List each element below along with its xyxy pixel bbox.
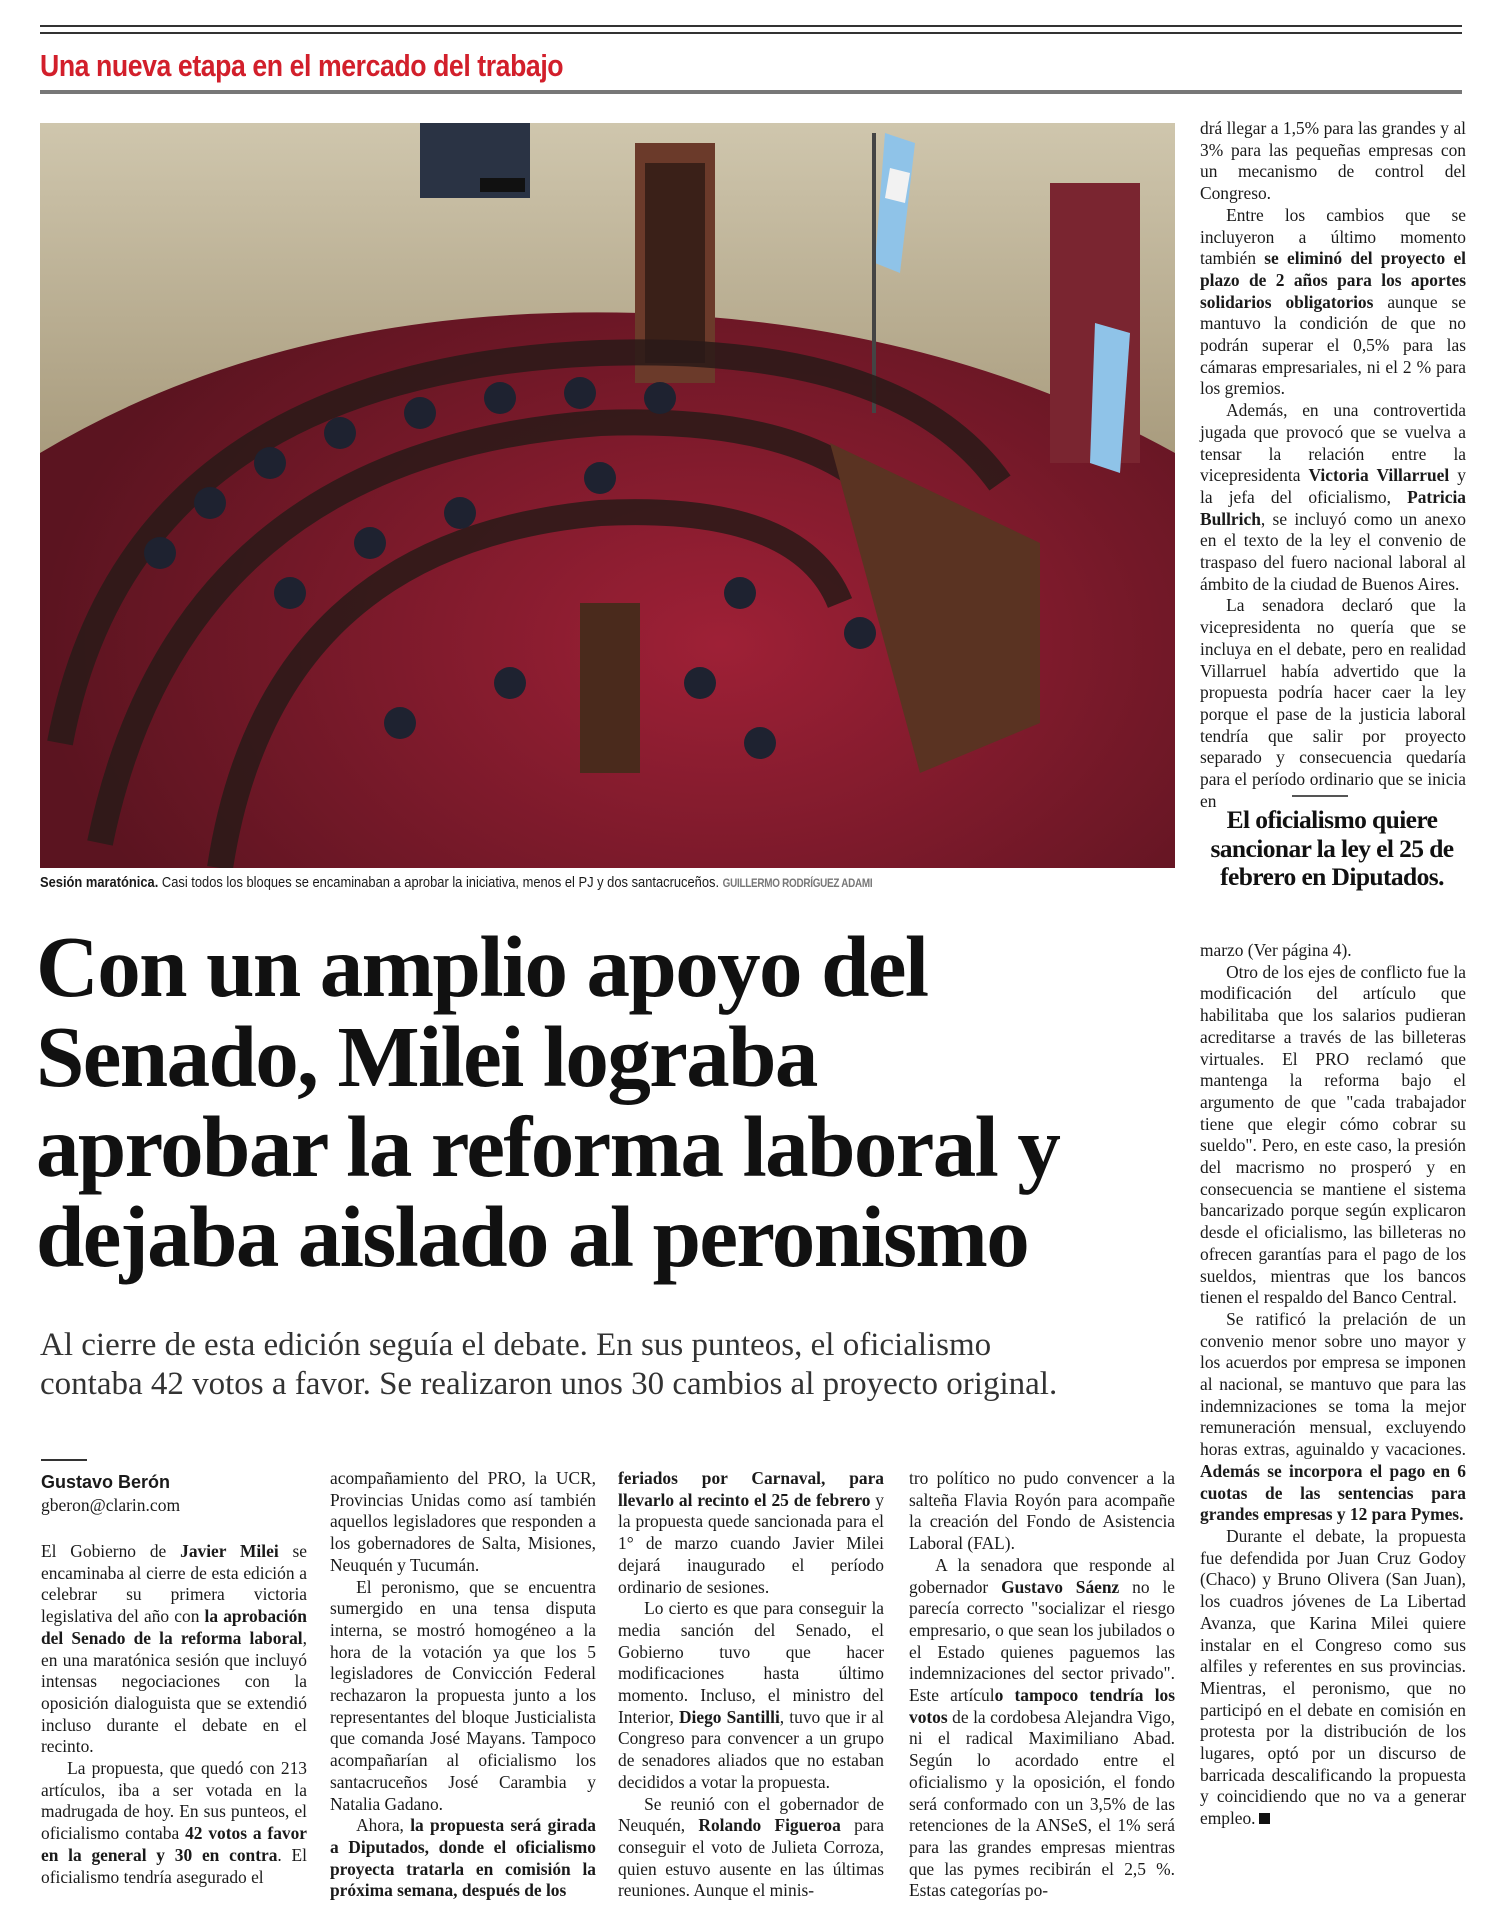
bold-text: Además se incorpora el pago en 6 cuotas de las sentencias para grandes empresas y 12 para Pymes. — [1200, 1460, 1466, 1525]
caption-text: Casi todos los bloques se encaminaban a aprobar la iniciativa, menos el PJ y dos santacruceños. — [158, 874, 720, 891]
article-paragraph — [1200, 595, 1466, 812]
article-paragraph — [1200, 400, 1466, 595]
headline — [36, 918, 1186, 1285]
body-text: , tuvo que ir al Congreso para convencer a un grupo de senadores aliados que no estaban decididos a votar la propuesta. — [618, 1706, 884, 1792]
headline-line: Con un amplio apoyo del — [36, 918, 928, 1015]
bold-text: feriados por Carnaval, para llevarlo al recinto el 25 de febrero — [618, 1468, 884, 1510]
body-text: y la jefa del oficialismo, — [1200, 465, 1467, 507]
bold-text: Gustavo Sáenz — [1001, 1576, 1120, 1597]
pull-quote: El oficialismo quiere sancionar la ley el 25 de febrero en Diputados. — [1210, 805, 1454, 891]
bold-text: o tampoco tendría los votos — [909, 1685, 1175, 1727]
article-paragraph — [1200, 205, 1466, 400]
body-text: . El oficialismo tendría asegurado el — [41, 1844, 308, 1887]
bold-text: Victoria Villarruel — [1308, 465, 1450, 486]
byline — [41, 1470, 180, 1516]
bold-text: la propuesta será girada a Diputados, donde el oficialismo proyecta tratarla en comisión la próxima semana, después de los — [330, 1815, 596, 1901]
top-rule — [40, 25, 1462, 27]
body-text: no le parecía correcto "socializar el riesgo empresario, o que sean los jubilados o el Estado quienes paguemos las indemnizaciones del sector privado". Este artícul — [909, 1576, 1176, 1706]
body-text: El Gobierno de — [41, 1541, 181, 1561]
headline-line: dejaba aislado al peronismo — [36, 1188, 1029, 1285]
body-text: , se incluyó como un anexo en el texto de la ley el convenio de traspaso del fuero nacional laboral al ámbito de la ciudad de Buenos Aires. — [1200, 508, 1466, 594]
body-text: La propuesta, que quedó con 213 artículos, iba a ser votada en la madrugada de hoy. En sus punteos, el oficialismo contaba — [41, 1758, 307, 1844]
article-paragraph — [330, 1468, 596, 1577]
article-paragraph — [330, 1815, 596, 1902]
body-text: Se ratificó la prelación de un convenio menor sobre uno mayor y los acuerdos por empresa se imponen al nacional, se mantuvo que para las indemnizaciones se toma la mejor remuneración mensual, excluyendo horas extras, aguinaldo y vacaciones. — [1200, 1308, 1466, 1460]
body-text: para conseguir el voto de Julieta Corroza, quien estuvo ausente en las últimas reuniones. Aunque el minis- — [618, 1815, 884, 1901]
article-paragraph — [909, 1468, 1175, 1555]
byline-rule — [41, 1459, 87, 1461]
body-text: Entre los cambios que se incluyeron a último momento también — [1200, 204, 1466, 269]
end-of-article-icon — [1259, 1813, 1270, 1824]
article-paragraph — [909, 1555, 1175, 1902]
article-paragraph — [618, 1468, 884, 1598]
body-text: Durante el debate, la propuesta fue defendida por Juan Cruz Godoy (Chaco) y Bruno Olivera (San Juan), los cuadros jóvenes de La Libertad Avanza, que Karina Milei quiere instalar en el Congreso como sus alfiles y referentes en sus provincias. Mientras, el peronismo, que no participó en el debate en comisión en protesta por la distribución de los lugares, optó por un discurso de barricada descalificando la propuesta y coincidiendo que no va a generar empleo. — [1200, 1525, 1466, 1829]
photo-caption — [40, 874, 1016, 891]
photo-credit: GUILLERMO RODRÍGUEZ ADAMI — [722, 878, 873, 890]
section-kicker: Una nueva etapa en el mercado del trabajo — [40, 48, 564, 83]
article-paragraph — [1200, 962, 1466, 1309]
article-paragraph — [1200, 1526, 1466, 1830]
bold-text: Diego Santilli — [678, 1706, 780, 1727]
bold-text: 42 votos a favor en la general y 30 en contra — [41, 1823, 307, 1865]
article-column-5-top — [1200, 118, 1466, 813]
article-column-4 — [909, 1468, 1175, 1902]
body-text: y la propuesta quede sancionada para el 1° de marzo cuando Javier Milei dejará inaugurado el período ordinario de sesiones. — [618, 1489, 885, 1597]
body-text: se encaminaba al cierre de esta edición a celebrar su primera victoria legislativa del año con — [41, 1541, 307, 1627]
article-paragraph — [1200, 118, 1466, 205]
article-column-3 — [618, 1468, 884, 1902]
author-email[interactable]: gberon@clarin.com — [41, 1495, 181, 1515]
article-paragraph — [41, 1541, 307, 1758]
body-text: A la senadora que responde al gobernador — [909, 1554, 1175, 1597]
caption-lead: Sesión maratónica. — [40, 874, 159, 891]
senate-chamber-image — [40, 123, 1175, 868]
bold-text: la aprobación del Senado de la reforma laboral — [41, 1606, 307, 1648]
article-paragraph — [41, 1758, 307, 1888]
article-paragraph — [1200, 1309, 1466, 1526]
subhead-line: contaba 42 votos a favor. Se realizaron unos 30 cambios al proyecto original. — [40, 1366, 1058, 1402]
body-text: La senadora declaró que la vicepresidenta no quería que se incluya en el debate, pero en realidad Villarruel había advertido que la propuesta podría hacer caer la ley porque el pase de la justicia laboral tendría que salir por proyecto separado y consecuencia quedaría para el período ordinario que se inicia en — [1200, 595, 1466, 811]
body-text: tro político no pudo convencer a la salteña Flavia Royón para acompañe la creación del Fondo de Asistencia Laboral (FAL). — [909, 1468, 1175, 1554]
body-text: de la cordobesa Alejandra Vigo, ni el radical Maximiliano Abad. Según lo acordado entre el oficialismo y la oposición, el fondo será conformado con un 3,5% de las retenciones de la ANSeS, el 1% será para las grandes empresas mientras que las pymes recibirán el 2,5 %. Estas categorías po- — [909, 1706, 1175, 1901]
body-text: Se reunió con el gobernador de Neuquén, — [618, 1793, 884, 1836]
body-text: Lo cierto es que para conseguir la media sanción del Senado, el Gobierno tuvo que hacer modificaciones hasta último momento. Incluso, el ministro del Interior, — [618, 1598, 884, 1727]
article-paragraph — [330, 1577, 596, 1816]
body-text: Otro de los ejes de conflicto fue la modificación del artículo que habilitaba que los salarios pudieran acreditarse a través de las billeteras virtuales. El PRO reclamó que mantenga la reforma bajo el argumento de que "cada trabajador tiene que elegir cómo cobrar su sueldo". Pero, en este caso, la presión del macrismo no prosperó y en consecuencia se mantiene el sistema bancarizado porque según explicaron desde el oficialismo, las billeteras no ofrecen garantías para el pago de los sueldos, mientras que los bancos tienen el respaldo del Banco Central. — [1200, 961, 1466, 1308]
article-paragraph — [1200, 940, 1466, 962]
subheadline — [40, 1326, 1190, 1404]
article-paragraph — [618, 1598, 884, 1793]
subhead-line: Al cierre de esta edición seguía el debate. En sus punteos, el oficialismo — [40, 1327, 992, 1363]
senate-session-photo — [40, 123, 1175, 868]
bold-text: Javier Milei — [180, 1541, 279, 1561]
body-text: aunque se mantuvo la condición de que no podrán superar el 0,5% para las cámaras empresariales, ni el 2 % para los gremios. — [1200, 291, 1466, 399]
body-text: acompañamiento del PRO, la UCR, Provincias Unidas como así también aquellos legisladores que responden a los gobernadores de Salta, Misiones, Neuquén y Tucumán. — [330, 1468, 596, 1575]
article-column-2 — [330, 1468, 596, 1902]
headline-line: Senado, Milei lograba — [36, 1008, 817, 1105]
body-text: , en una maratónica sesión que incluyó intensas negociaciones con la oposición dialoguista que se extendió incluso durante el debate en el recinto. — [41, 1627, 307, 1757]
article-column-5-bottom — [1200, 940, 1466, 1830]
article-paragraph — [618, 1794, 884, 1903]
top-rule-2 — [40, 32, 1462, 34]
author-name: Gustavo Berón — [41, 1472, 171, 1492]
bold-text: Patricia Bullrich — [1200, 486, 1466, 529]
body-text: Además, en una controvertida jugada que provocó que se vuelva a tensar la relación entre la vicepresidenta — [1200, 400, 1466, 486]
bold-text: Rolando Figueroa — [698, 1815, 841, 1836]
body-text: Ahora, — [356, 1815, 411, 1836]
headline-line: aprobar la reforma laboral y — [36, 1098, 1060, 1195]
body-text: drá llegar a 1,5% para las grandes y al 3% para las pequeñas empresas con un mecanismo de control del Congreso. — [1200, 118, 1466, 204]
kicker-rule — [40, 90, 1462, 94]
body-text: marzo (Ver página 4). — [1200, 940, 1352, 960]
article-column-1 — [41, 1541, 307, 1888]
body-text: El peronismo, que se encuentra sumergido en una tensa disputa interna, se mostró homogéneo a la hora de la votación ya que los 5 legisladores de Convicción Federal rechazaron la propuesta junto a los representantes del bloque Justicialista que comanda José Mayans. Tampoco acompañarían al oficialismo los santacruceños José Carambia y Natalia Gadano. — [330, 1576, 596, 1814]
bold-text: se eliminó del proyecto el plazo de 2 años para los aportes solidarios obligatorios — [1200, 248, 1467, 312]
pull-quote-rule — [1292, 795, 1348, 797]
